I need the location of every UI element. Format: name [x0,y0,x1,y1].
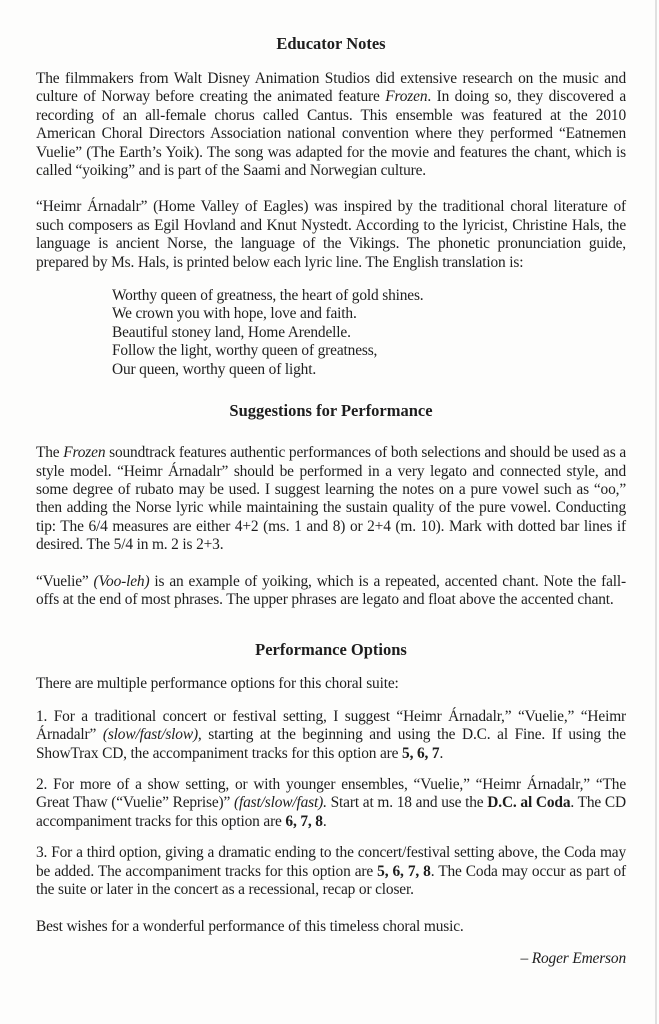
verse-line: Our queen, worthy queen of light. [112,360,317,378]
page-title: Educator Notes [276,34,386,53]
text-run: There are multiple performance options for this choral suite: [36,675,399,693]
section-heading: Performance Options [255,640,407,660]
vuelie-paragraph [36,573,626,610]
performance-option-2 [36,776,626,831]
text-run: . The Coda may occur as part of the suite or later in the concert as a recessional, recap or closer. [36,862,626,898]
text-run: D.C. al Coda [487,794,571,812]
text-run: 1. For a traditional concert or festival setting, I suggest “Heimr Árnadalr,” “Vuelie,” “Heimr Árnadalr” [36,707,626,744]
text-run: “Heimr Árnadalr” (Home Valley of Eagles) was inspired by the traditional choral literature of such composers as Egil Hovland and Knut Nystedt. According to the lyricist, Christine Hals, the language is ancient Norse, the language of the Vikings. The phonetic pronunciation guide, prepared by Ms. Hals, is printed below each lyric line. The English translation is: [36,198,626,271]
style-model-paragraph [36,444,626,554]
text-run: The filmmakers from Walt Disney Animation Studios did extensive research on the music and culture of Norway before creating the animated feature [36,70,626,106]
text-run: . The CD accompaniment tracks for this option are [36,794,626,830]
heimr-arnadalr-paragraph [36,198,626,272]
text-run: (fast/slow/fast). [234,794,327,812]
performance-option-1 [36,708,626,763]
text-run: 5, 6, 7, 8 [377,862,431,880]
page-scan-edge [655,0,657,1024]
english-translation-verse [112,287,626,379]
intro-research-paragraph [36,70,626,180]
verse-line: Worthy queen of greatness, the heart of gold shines. [112,287,424,305]
text-run: soundtrack features authentic performances of both selections and should be used as a style model. “Heimr Árnadalr” should be performed in a very legato and connected style, and some degree of rubato may be used. I suggest learning the notes on a pure vowel such as “oo,” then adding the Norse lyric while maintaining the sustain quality of the pure vowel. Conducting tip: The 6/4 measures are either 4+2 (ms. 1 and 8) or 2+4 (m. 10). Mark with dotted bar lines if desired. The 5/4 in m. 2 is 2+3. [36,444,626,554]
verse-line: Beautiful stoney land, Home Arendelle. [112,323,351,341]
text-run: . In doing so, they discovered a recording of an all-female chorus called Cantus. This ensemble was featured at the 2010 American Choral Directors Association national convention where they performed “Eatnemen Vuelie” (The Earth’s Yoik). The song was adapted for the movie and features the chant, which is called “yoiking” and is part of the Saami and Norwegian culture. [36,88,626,180]
text-run: 3. For a third option, giving a dramatic ending to the concert/festival setting above, the Coda may be added. The accompaniment tracks for this option are [36,844,626,880]
text-run: (slow/fast/slow), [102,726,202,744]
text-run: 6, 7, 8 [285,812,323,830]
text-run: is an example of yoiking, which is a repeated, accented chant. Note the fall-offs at the end of most phrases. The upper phrases are legato and float above the accented chant. [36,572,626,608]
text-run: . [322,812,327,830]
text-run: Frozen [385,88,428,106]
text-run: . [439,744,444,762]
text-run: (Voo-leh) [93,572,150,590]
options-intro-paragraph [36,675,626,693]
text-run: “Vuelie” [36,572,94,590]
section-body [36,675,626,968]
section-heading: Suggestions for Performance [229,401,433,421]
text-run: Frozen [63,444,106,462]
text-run: starting at the beginning and using the D.C. al Fine. If using the ShowTrax CD, the accompaniment tracks for this option are [36,726,626,762]
text-run: Best wishes for a wonderful performance of this timeless choral music. [36,918,464,936]
verse-line: Follow the light, worthy queen of greatness, [112,342,378,360]
text-run: 5, 6, 7 [402,744,440,762]
section-performance-options [36,640,626,968]
verse-line: We crown you with hope, love and faith. [112,305,357,323]
text-run: 2. For more of a show setting, or with younger ensembles, “Vuelie,” “Heimr Árnadalr,” “The Great Thaw (“Vuelie” Reprise)” [36,775,626,812]
closing-paragraph [36,918,626,936]
text-run: Start at m. 18 and use the [326,794,488,812]
section-body [36,444,626,609]
performance-option-3 [36,844,626,899]
text-run: The [36,444,64,462]
author-signature [36,950,626,968]
section-body [36,70,626,379]
section-suggestions-for-performance [36,401,626,609]
text-run: – Roger Emerson [520,949,626,967]
section-educator-notes [36,34,626,379]
